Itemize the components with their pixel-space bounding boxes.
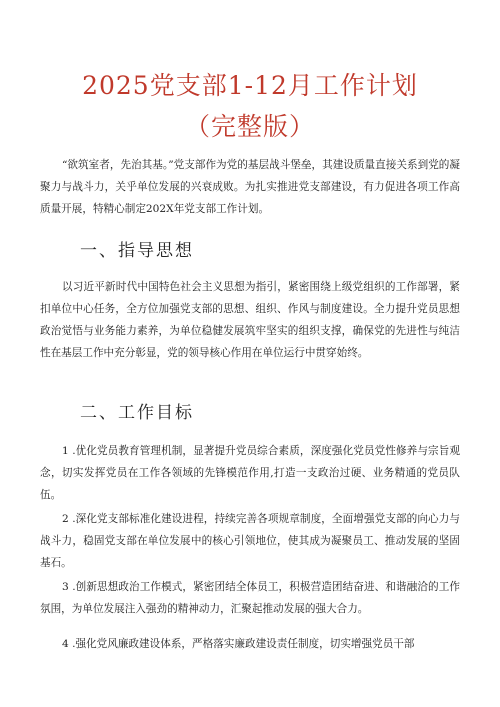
document-title: 2025党支部1-12月工作计划 [82,71,418,100]
section-heading-guiding-ideology: 一、指导思想 [80,241,194,261]
guiding-ideology-paragraph: 以习近平新时代中国特色社会主义思想为指引，紧密围绕上级党组织的工作部署，紧扣单位中心任务，全方位加强党支部的思想、组织、作风与制度建设。全力提升党员思想政治觉悟与业务能力素养，为单位稳健发展筑牢坚实的组织支撑，确保党的先进性与纯洁性在基层工作中充分彰显，党的领导核心作用在单位运行中贯穿始终。 [40,281,460,359]
goal-item-3: 3 .创新思想政治工作模式，紧密团结全体员工，积极营造团结奋进、和谐融洽的工作氛围，为单位发展注入强劲的精神动力，汇聚起推动发展的强大合力。 [40,581,460,615]
goal-item-4: 4 .强化党风廉政建设体系，严格落实廉政建设责任制度，切实增强党员干部 [62,638,415,650]
section-heading-work-goals: 二、工作目标 [80,403,194,423]
intro-paragraph: “欲筑室者，先治其基。”党支部作为党的基层战斗堡垒，其建设质量直接关系到党的凝聚力与战斗力，关乎单位发展的兴衰成败。为扎实推进党支部建设，有力促进各项工作高质量开展，特精心制定202X年党支部工作计划。 [40,159,460,215]
goal-item-2: 2 .深化党支部标准化建设进程，持续完善各项规章制度，全面增强党支部的向心力与战斗力，稳固党支部在单位发展中的核心引领地位，使其成为凝聚员工、推动发展的坚固基石。 [40,513,460,569]
goal-item-1: 1 .优化党员教育管理机制，显著提升党员综合素质，深度强化党员党性修养与宗旨观念，切实发挥党员在工作各领域的先锋模范作用,打造一支政治过硬、业务精通的党员队伍。 [40,445,460,501]
document-subtitle: （完整版） [184,112,315,141]
